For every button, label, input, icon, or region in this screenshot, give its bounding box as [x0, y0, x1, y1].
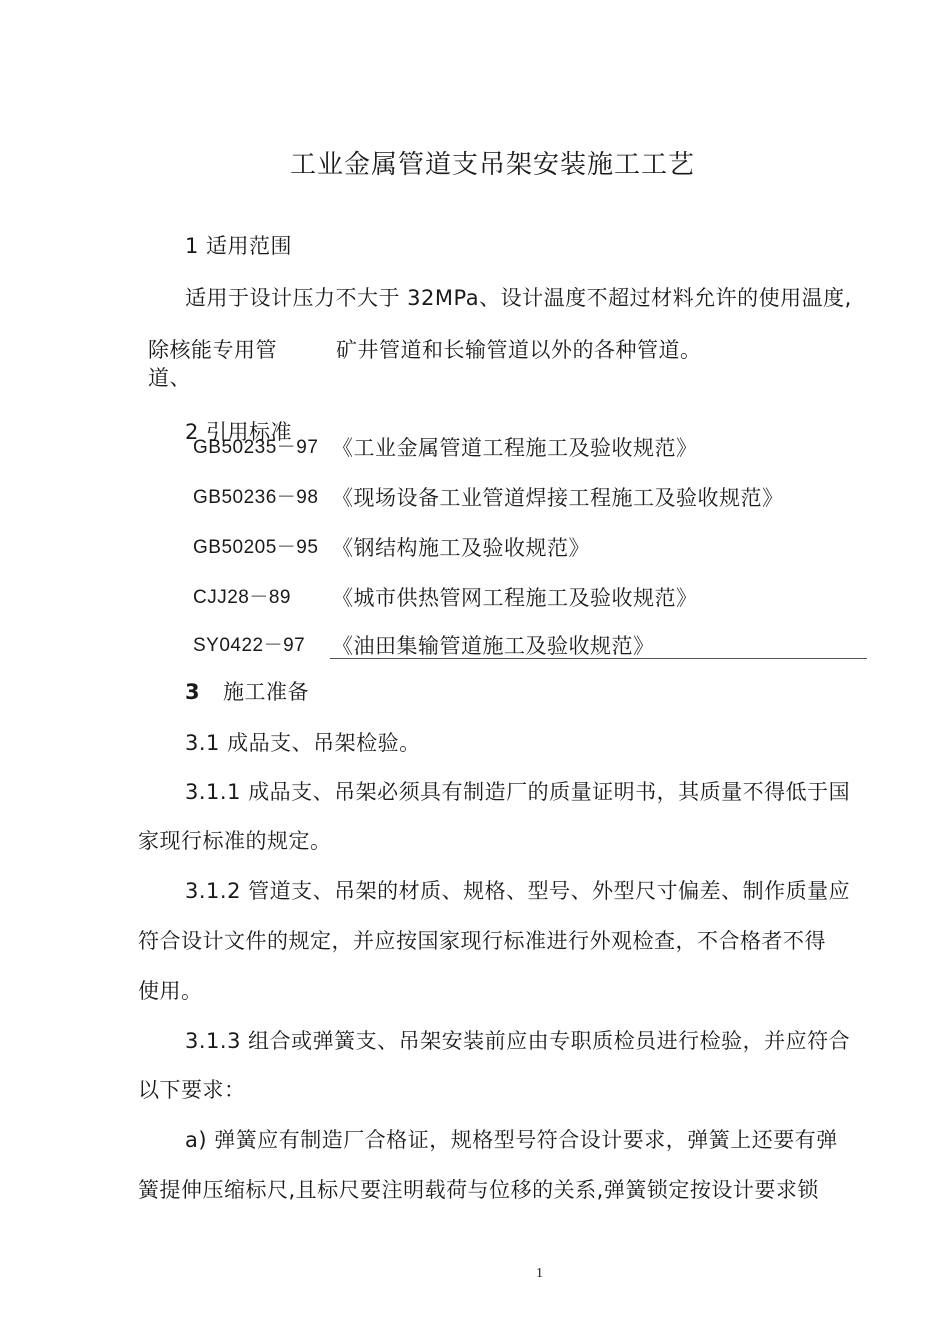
section-3-heading-text: 施工准备	[223, 680, 309, 704]
standard-code: SY0422－97	[193, 635, 306, 656]
item-a-line-2: 簧提伸压缩标尺,且标尺要注明载荷与位移的关系,弹簧锁定按设计要求锁	[138, 1178, 819, 1202]
section-3-heading-number: 3	[185, 680, 201, 704]
document-title: 工业金属管道支吊架安装施工工艺	[290, 150, 696, 180]
standard-code: GB50205－95	[193, 537, 319, 558]
standards-underline	[330, 658, 867, 659]
section-2-heading-clipped	[185, 418, 385, 444]
section-3-1-2-line-3: 使用。	[138, 979, 203, 1003]
standard-code: GB50236－98	[193, 487, 319, 508]
section-1-heading: 1 适用范围	[185, 234, 293, 258]
section-1-text-line-1: 适用于设计压力不大于 32MPa、设计温度不超过材料允许的使用温度,	[185, 286, 852, 310]
section-1-text-line-2-left-b: 道、	[148, 366, 191, 390]
standard-code: CJJ28－89	[193, 587, 291, 608]
section-3-1-3-line-1: 3.1.3 组合或弹簧支、吊架安装前应由专职质检员进行检验，并应符合	[185, 1029, 851, 1053]
section-3-1-1-line-1: 3.1.1 成品支、吊架必须具有制造厂的质量证明书，其质量不得低于国	[185, 780, 851, 804]
section-3-1-2-line-2: 符合设计文件的规定，并应按国家现行标准进行外观检查，不合格者不得	[138, 929, 826, 953]
section-1-text-line-2-right: 矿井管道和长输管道以外的各种管道。	[336, 338, 702, 362]
section-3-1-1-line-2: 家现行标准的规定。	[138, 829, 332, 853]
item-a-line-1: a) 弹簧应有制造厂合格证，规格型号符合设计要求，弹簧上还要有弹	[185, 1128, 838, 1152]
section-2-heading-text: 2 引用标准	[185, 420, 293, 444]
standard-name: 《钢结构施工及验收规范》	[332, 536, 590, 560]
standard-name: 《工业金属管道工程施工及验收规范》	[332, 436, 698, 460]
standard-code: GB50235－97	[193, 437, 319, 458]
section-3-1-3-line-2: 以下要求：	[138, 1078, 246, 1102]
standard-name: 《城市供热管网工程施工及验收规范》	[332, 586, 698, 610]
section-3-1-2-line-1: 3.1.2 管道支、吊架的材质、规格、型号、外型尺寸偏差、制作质量应	[185, 879, 851, 903]
page-number: 1	[536, 1266, 544, 1281]
standard-name: 《现场设备工业管道焊接工程施工及验收规范》	[332, 486, 784, 510]
standard-name: 《油田集输管道施工及验收规范》	[332, 634, 655, 658]
section-1-text-line-2-left-a: 除核能专用管	[148, 338, 277, 362]
section-3-1-heading: 3.1 成品支、吊架检验。	[185, 731, 421, 755]
